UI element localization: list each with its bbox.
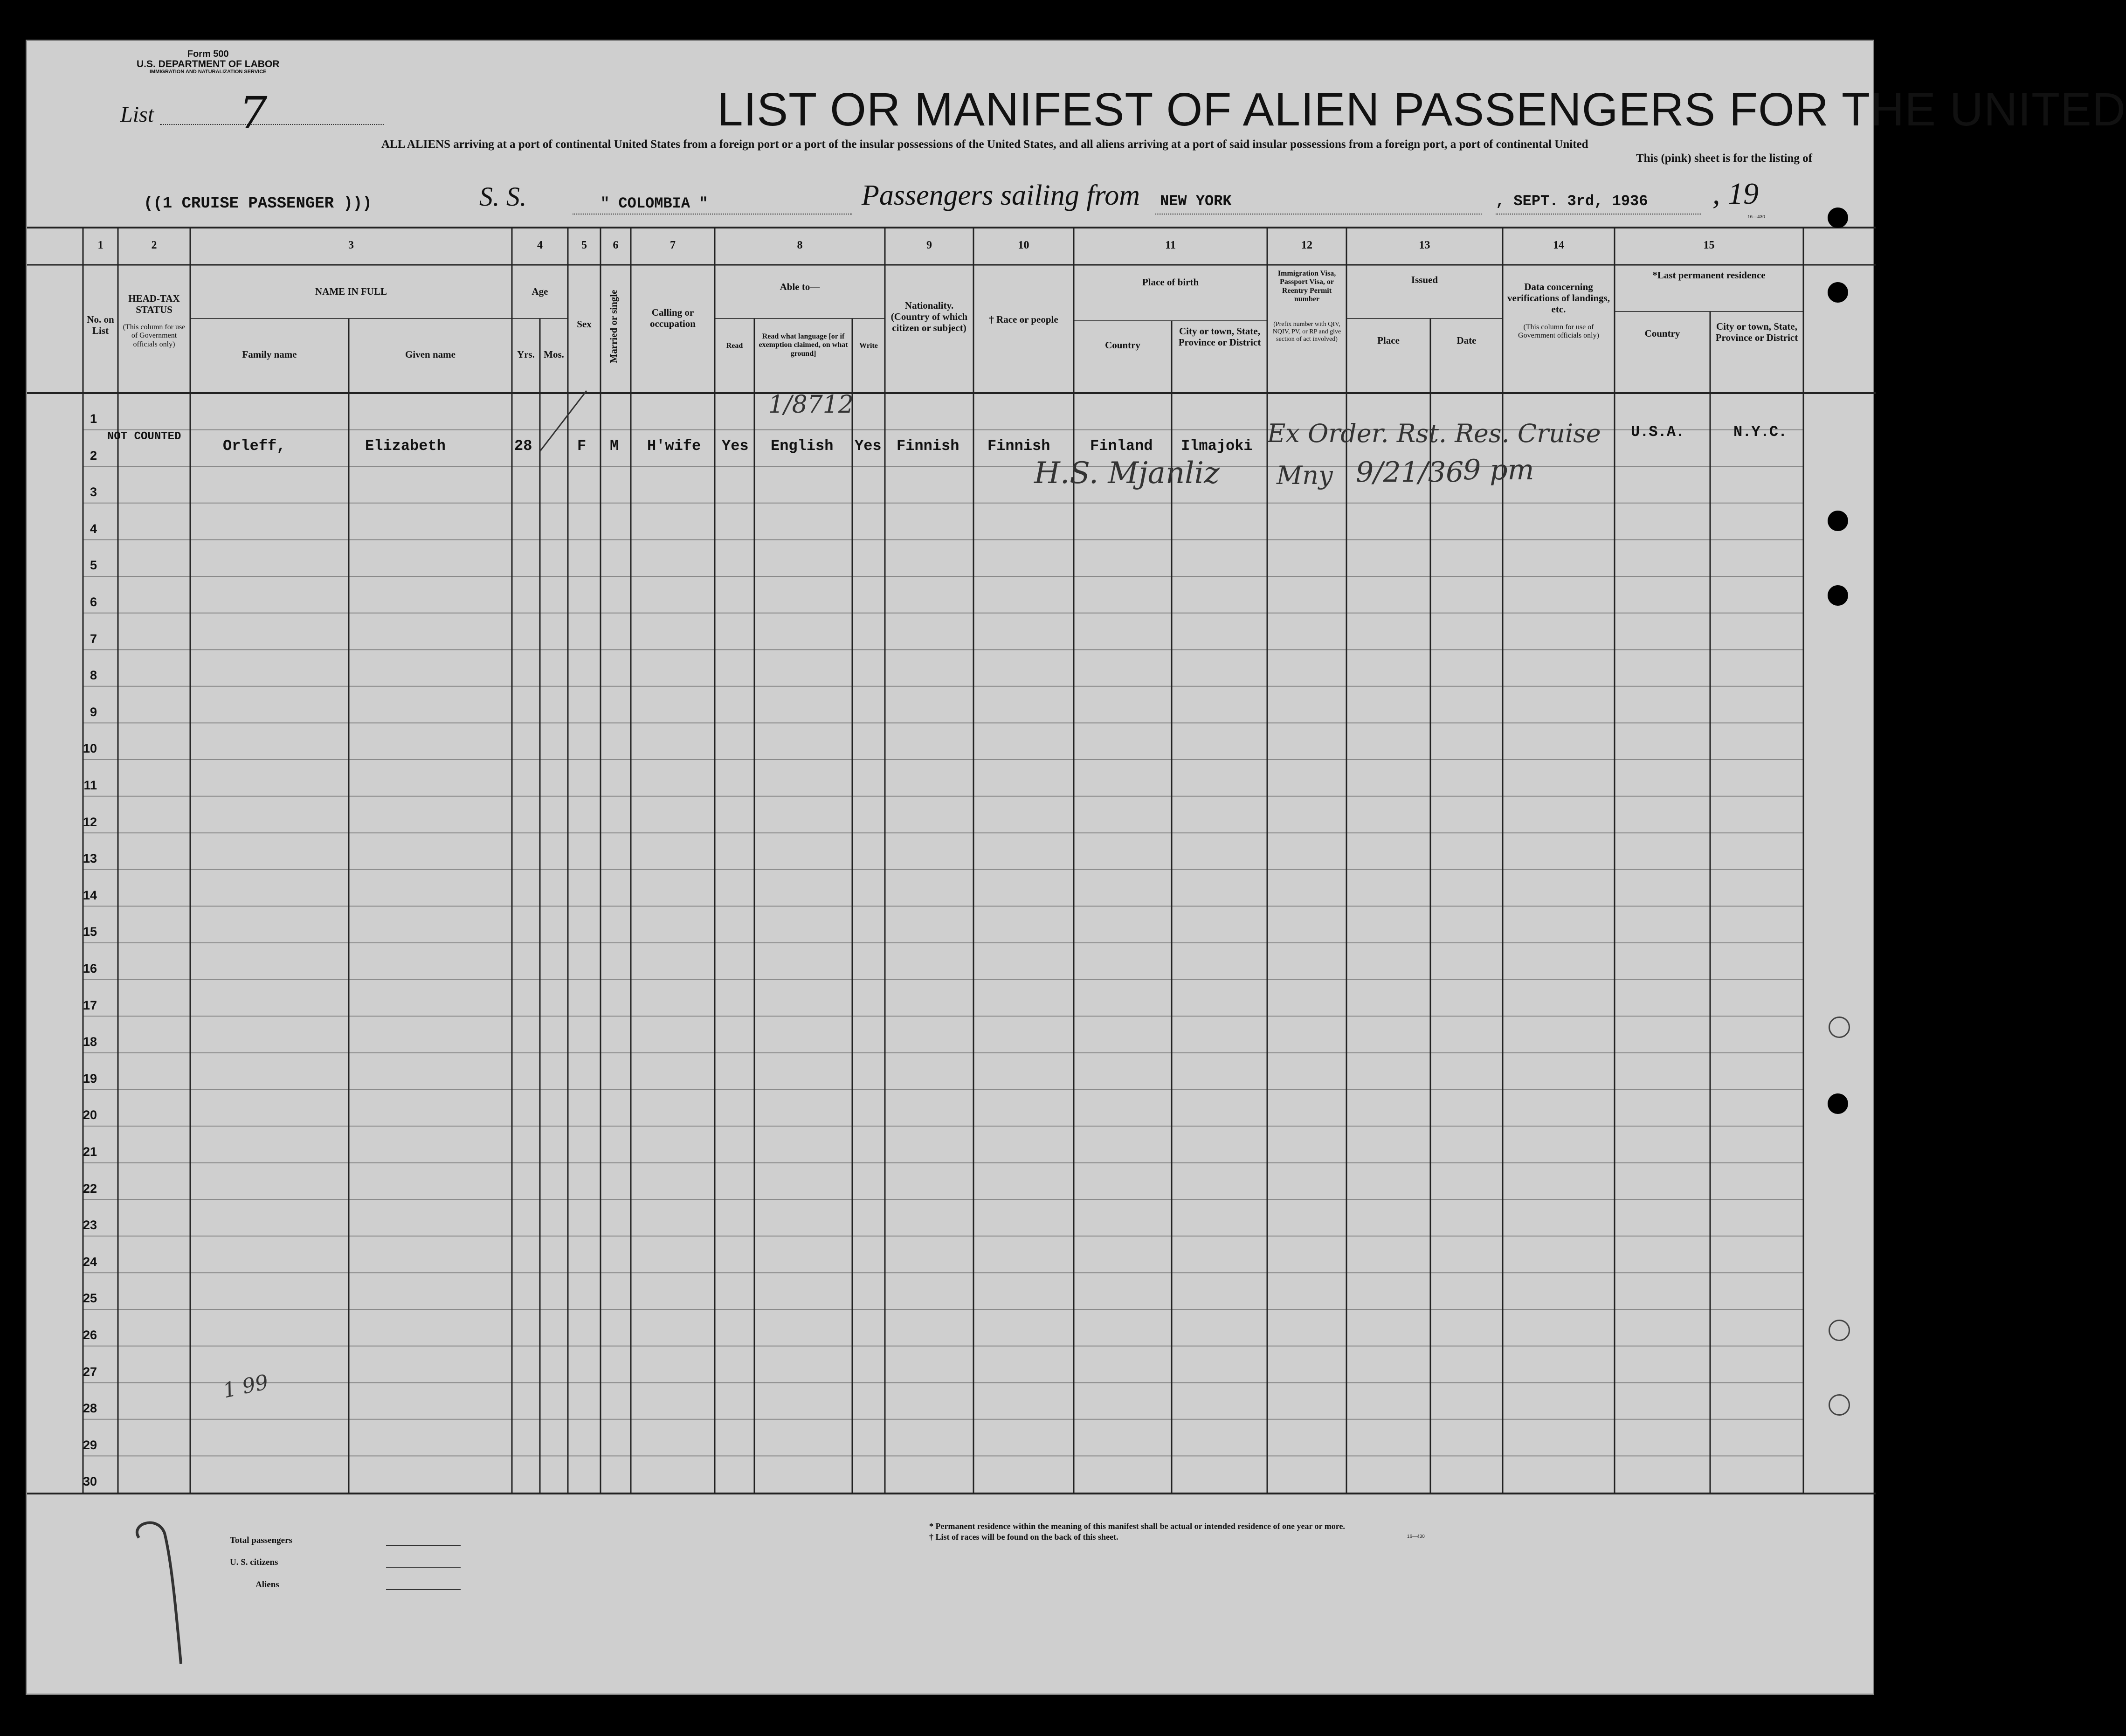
row-number: 24: [83, 1254, 97, 1269]
footer-note-races: † List of races will be found on the back of this sheet.: [929, 1532, 1118, 1542]
page-title: LIST OR MANIFEST OF ALIEN PASSENGERS FOR THE UNITED: [717, 83, 2126, 136]
header-mos: Mos.: [544, 349, 564, 360]
col-num-9: 9: [926, 239, 932, 251]
footer-note-residence: * Permanent residence within the meaning of this manifest shall be actual or intended residence of one year or more.: [929, 1522, 1345, 1531]
header-verification: Data concerning verifications of landings, etc.: [1507, 281, 1610, 315]
col-num-12: 12: [1301, 239, 1312, 251]
sailing-label: Passengers sailing from: [862, 180, 1140, 211]
row-number: 17: [83, 998, 97, 1012]
birth-city-cell: Ilmajoki: [1181, 437, 1253, 455]
list-number: 7: [239, 88, 268, 139]
header-given-name: Given name: [405, 349, 456, 360]
header-res-country: Country: [1644, 328, 1680, 339]
nationality-cell: Finnish: [897, 437, 959, 455]
occupation-cell: H'wife: [647, 437, 701, 455]
ship-name: " COLOMBIA ": [601, 195, 708, 212]
footer-total-line: [386, 1545, 461, 1546]
bottom-left-pencil-mark: [120, 1510, 195, 1668]
binder-hole: [1829, 1320, 1850, 1341]
res-country-cell: U.S.A.: [1631, 423, 1685, 441]
form-number: Form 500: [187, 49, 229, 59]
footer-us-line: [386, 1567, 461, 1568]
write-cell: Yes: [855, 437, 882, 455]
row-number: 2: [90, 448, 97, 463]
header-age: Age: [532, 286, 548, 297]
header-place-of-birth: Place of birth: [1142, 277, 1199, 288]
col-num-11: 11: [1165, 239, 1176, 251]
handwritten-signature: H.S. Mjanliz: [1034, 456, 1220, 491]
subtitle-line-1: ALL ALIENS arriving at a port of continental United States from a foreign port or a port of the insular possessions of the United States, and all aliens arriving at a port of said insular possessions from a foreign port, a port of continental United: [381, 138, 1588, 151]
header-name-in-full: NAME IN FULL: [315, 286, 387, 297]
list-underline: [160, 124, 384, 125]
header-head-tax: HEAD-TAX STATUS: [128, 293, 180, 316]
row-number: 5: [90, 558, 97, 573]
form-header-block: [137, 49, 279, 75]
header-no-on-list: No. on List: [87, 314, 114, 337]
ss-label: S. S.: [479, 181, 527, 212]
footer-us-citizens-label: U. S. citizens: [230, 1557, 278, 1567]
language-annotation: 1/8712: [768, 391, 854, 419]
col-num-4: 4: [537, 239, 543, 251]
header-write: Write: [859, 342, 878, 350]
header-last-residence: *Last permanent residence: [1652, 270, 1766, 281]
col-num-14: 14: [1553, 239, 1564, 251]
row-number: 22: [83, 1181, 97, 1196]
col-num-2: 2: [151, 239, 157, 251]
row-number: 23: [83, 1218, 97, 1232]
race-cell: Finnish: [987, 437, 1050, 455]
header-country: Country: [1105, 339, 1140, 351]
binder-hole: [1829, 1394, 1850, 1416]
binder-hole: [1829, 1017, 1850, 1038]
given-name-cell: Elizabeth: [365, 437, 446, 455]
married-cell: M: [610, 437, 619, 455]
header-married: Married or single: [607, 290, 619, 363]
row-number: 21: [83, 1145, 97, 1159]
col-num-15: 15: [1703, 239, 1715, 251]
header-read-language: Read what language [or if exemption claimed, on what ground]: [759, 332, 848, 358]
col-num-10: 10: [1018, 239, 1029, 251]
row-number: 14: [83, 888, 97, 902]
col-num-5: 5: [581, 239, 587, 251]
header-read: Read: [726, 342, 743, 350]
row-number: 9: [90, 705, 97, 719]
row-number: 18: [83, 1035, 97, 1049]
header-yrs: Yrs.: [517, 349, 535, 360]
service-name: IMMIGRATION AND NATURALIZATION SERVICE: [149, 69, 267, 75]
header-res-city: City or town, State, Province or District: [1715, 321, 1798, 344]
row-number: 4: [90, 521, 97, 536]
header-nationality: Nationality. (Country of which citizen or subject): [890, 300, 968, 334]
col-num-1: 1: [97, 239, 104, 251]
row-number: 6: [90, 595, 97, 609]
sex-cell: F: [577, 437, 587, 455]
header-visa-note: (Prefix number with QIV, NQIV, PV, or RP and give section of act involved): [1272, 321, 1341, 343]
mos-check-mark: [535, 386, 591, 456]
row-number: 12: [83, 815, 97, 829]
header-race: † Race or people: [989, 314, 1058, 325]
header-sex: Sex: [577, 318, 592, 330]
footer-aliens-label: Aliens: [255, 1580, 279, 1590]
row-number: 19: [83, 1071, 97, 1086]
list-label: List: [120, 102, 154, 127]
form-code-bottom: 16—430: [1407, 1534, 1425, 1539]
row-number: 25: [83, 1291, 97, 1306]
binder-hole: [1828, 511, 1848, 531]
age-yrs-cell: 28: [514, 437, 532, 455]
manifest-sheet: [26, 40, 2126, 1695]
time-annotation: 9 pm: [1463, 454, 1534, 486]
col-num-8: 8: [797, 239, 803, 251]
header-calling: Calling or occupation: [649, 307, 696, 330]
row-number: 16: [83, 961, 97, 975]
row-number: 27: [83, 1364, 97, 1379]
bottom-mark: 1 99: [221, 1370, 271, 1403]
header-visa: Immigration Visa, Passport Visa, or Reentry Permit number: [1277, 270, 1336, 304]
read-cell: Yes: [722, 437, 749, 455]
header-verification-note: (This column for use of Government officials only): [1518, 323, 1599, 340]
row-number: 15: [83, 925, 97, 939]
col-num-6: 6: [613, 239, 619, 251]
row-number: 26: [83, 1328, 97, 1342]
binder-hole: [1828, 1093, 1848, 1114]
row-number: 28: [83, 1401, 97, 1416]
head-tax-cell: NOT COUNTED: [107, 430, 181, 443]
header-able-to: Able to—: [780, 281, 820, 292]
row-number: 1: [90, 412, 97, 426]
department-name: U.S. DEPARTMENT OF LABOR: [137, 59, 280, 69]
binder-hole: [1828, 585, 1848, 606]
footer-aliens-line: [386, 1589, 461, 1590]
row-number: 29: [83, 1438, 97, 1452]
header-place: Place: [1377, 335, 1400, 346]
sailing-date: , SEPT. 3rd, 1936: [1496, 193, 1648, 210]
row-number: 11: [83, 778, 97, 792]
col-num-13: 13: [1419, 239, 1430, 251]
row-number: 30: [83, 1474, 97, 1489]
exec-order-annotation: Ex Order. Rst. Res. Cruise: [1267, 419, 1601, 448]
row-number: 7: [90, 631, 97, 646]
binder-hole: [1828, 282, 1848, 303]
row-number: 10: [83, 741, 97, 756]
date-annotation: 9/21/36: [1356, 456, 1464, 489]
sailing-from: NEW YORK: [1160, 193, 1232, 210]
row-number: 20: [83, 1108, 97, 1122]
footer-total-label: Total passengers: [230, 1535, 292, 1545]
header-city: City or town, State, Province or District: [1178, 325, 1261, 348]
header-date: Date: [1456, 335, 1477, 346]
row-number: 8: [90, 668, 97, 683]
col-num-7: 7: [670, 239, 676, 251]
header-issued: Issued: [1411, 274, 1438, 285]
col-num-3: 3: [348, 239, 354, 251]
birth-country-cell: Finland: [1090, 437, 1153, 455]
initials-annotation: Mny: [1277, 461, 1333, 490]
binder-hole: [1828, 207, 1848, 228]
subtitle-line-2: This (pink) sheet is for the listing of: [1636, 152, 1812, 165]
row-number: 3: [90, 485, 97, 499]
header-family-name: Family name: [242, 349, 297, 360]
language-cell: English: [771, 437, 834, 455]
row-number: 13: [83, 851, 97, 866]
family-name-cell: Orleff,: [223, 437, 286, 455]
res-city-cell: N.Y.C.: [1733, 423, 1788, 441]
year-suffix: , 19: [1712, 177, 1759, 211]
header-head-tax-note: (This column for use of Government officials only): [123, 323, 186, 348]
cruise-note: ((1 CRUISE PASSENGER ))): [144, 195, 372, 213]
form-code-top: 16—430: [1747, 214, 1765, 220]
